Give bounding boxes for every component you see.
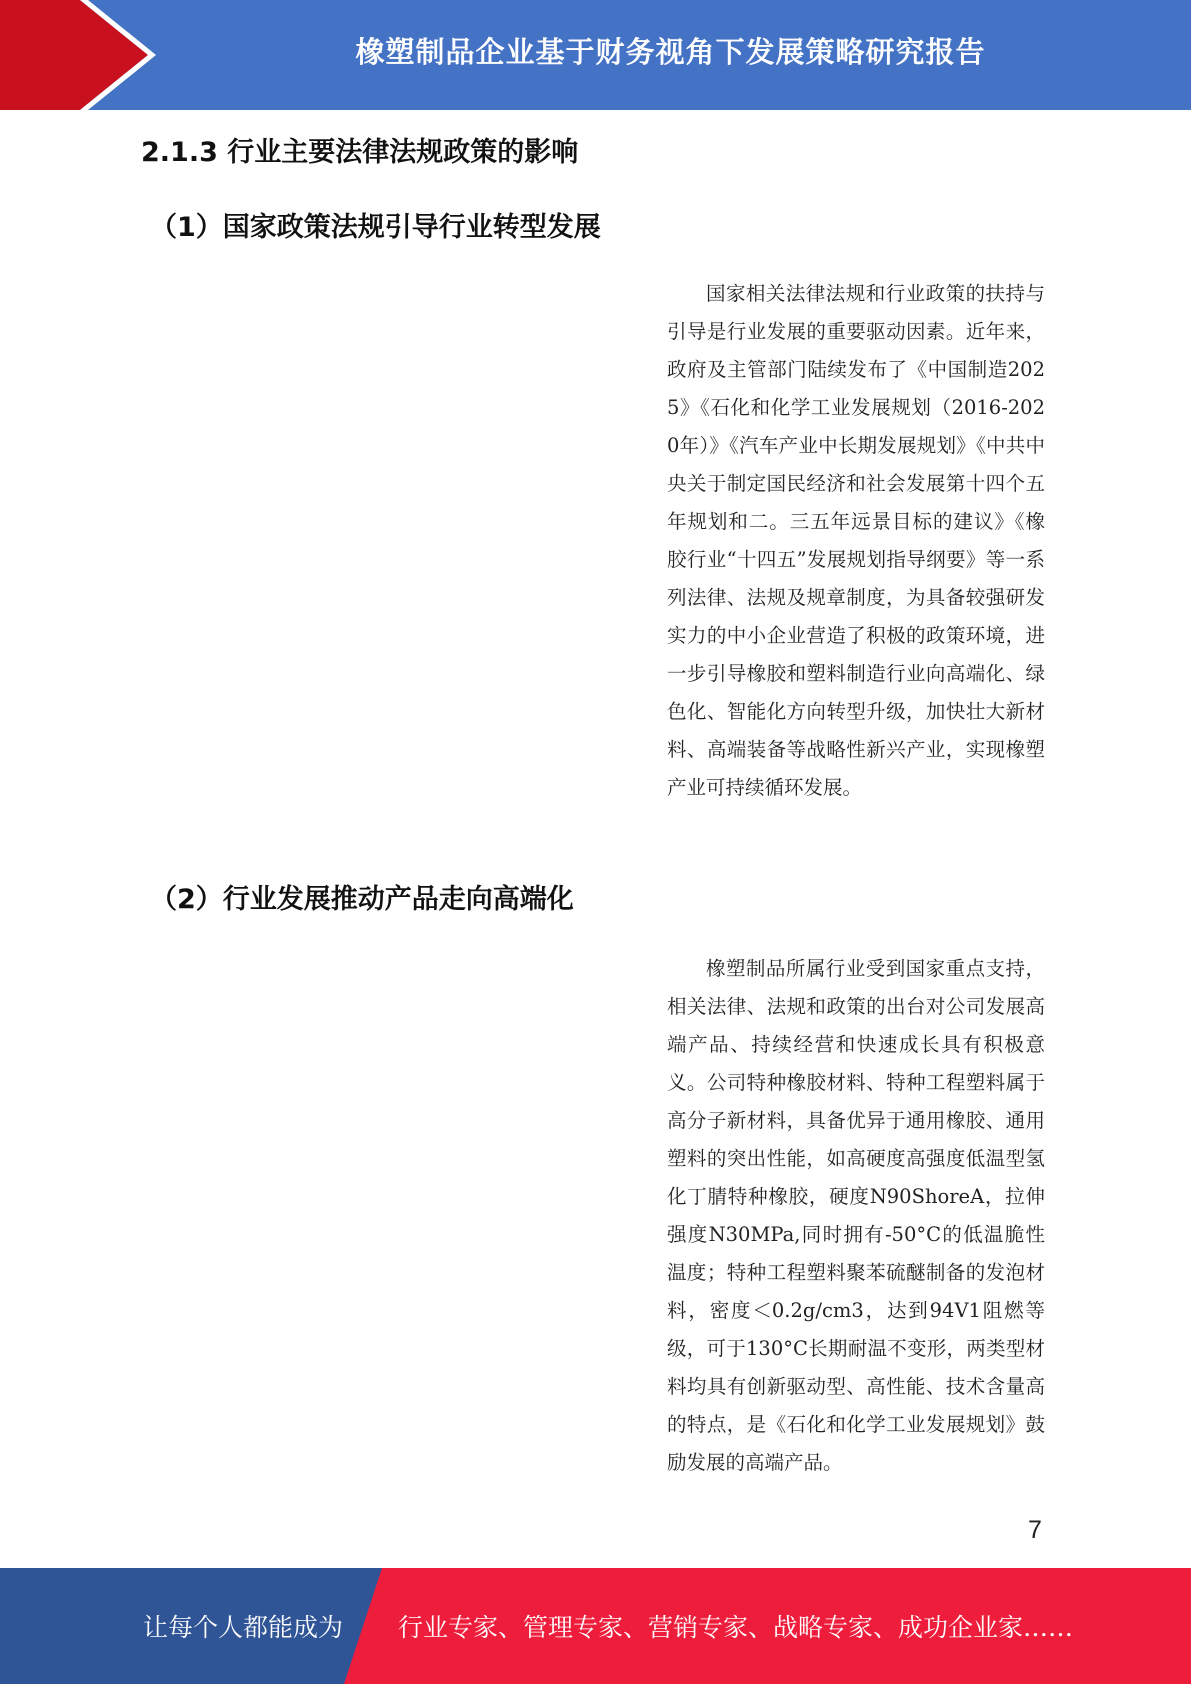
footer-slogan-left: 让每个人都能成为: [143, 1613, 344, 1642]
subsection-paragraph-1: 国家相关法律法规和行业政策的扶持与引导是行业发展的重要驱动因素。近年来，政府及主管部门陆续发布了《中国制造2025》《石化和化学工业发展规划（2016-2020年）》《汽车产业中长期发展规划》《中共中央关于制定国民经济和社会发展第十四个五年规划和二。三五年远景目标的建议》《橡胶行业“十四五”发展规划指导纲要》等一系列法律、法规及规章制度，为具备较强研发实力的中小企业营造了积极的政策环境，进一步引导橡胶和塑料制造行业向高端化、绿色化、智能化方向转型升级，加快壮大新材料、高端装备等战略性新兴产业，实现橡塑产业可持续循环发展。: [667, 282, 1045, 799]
page-header: [0, 0, 1191, 110]
header-title: 橡塑制品企业基于财务视角下发展策略研究报告: [355, 34, 986, 69]
page-number: 7: [1028, 1516, 1042, 1544]
page-footer: [0, 1568, 1191, 1684]
subsection-heading-1: （1）国家政策法规引导行业转型发展: [150, 212, 601, 243]
section-heading: 2.1.3 行业主要法律法规政策的影响: [141, 137, 579, 168]
subsection-heading-2: （2）行业发展推动产品走向高端化: [150, 884, 574, 915]
subsection-paragraph-2: 橡塑制品所属行业受到国家重点支持，相关法律、法规和政策的出台对公司发展高端产品、持续经营和快速成长具有积极意义。公司特种橡胶材料、特种工程塑料属于高分子新材料，具备优异于通用橡胶、通用塑料的突出性能，如高硬度高强度低温型氢化丁腈特种橡胶，硬度N90ShoreA，拉伸强度N30MPa,同时拥有-50°C的低温脆性温度；特种工程塑料聚苯硫醚制备的发泡材料，密度＜0.2g/cm3，达到94V1阻燃等级，可于130°C长期耐温不变形，两类型材料均具有创新驱动型、高性能、技术含量高的特点，是《石化和化学工业发展规划》鼓励发展的高端产品。: [667, 957, 1045, 1474]
footer-slogan-right: 行业专家、管理专家、营销专家、战略专家、成功企业家……: [398, 1613, 1074, 1642]
